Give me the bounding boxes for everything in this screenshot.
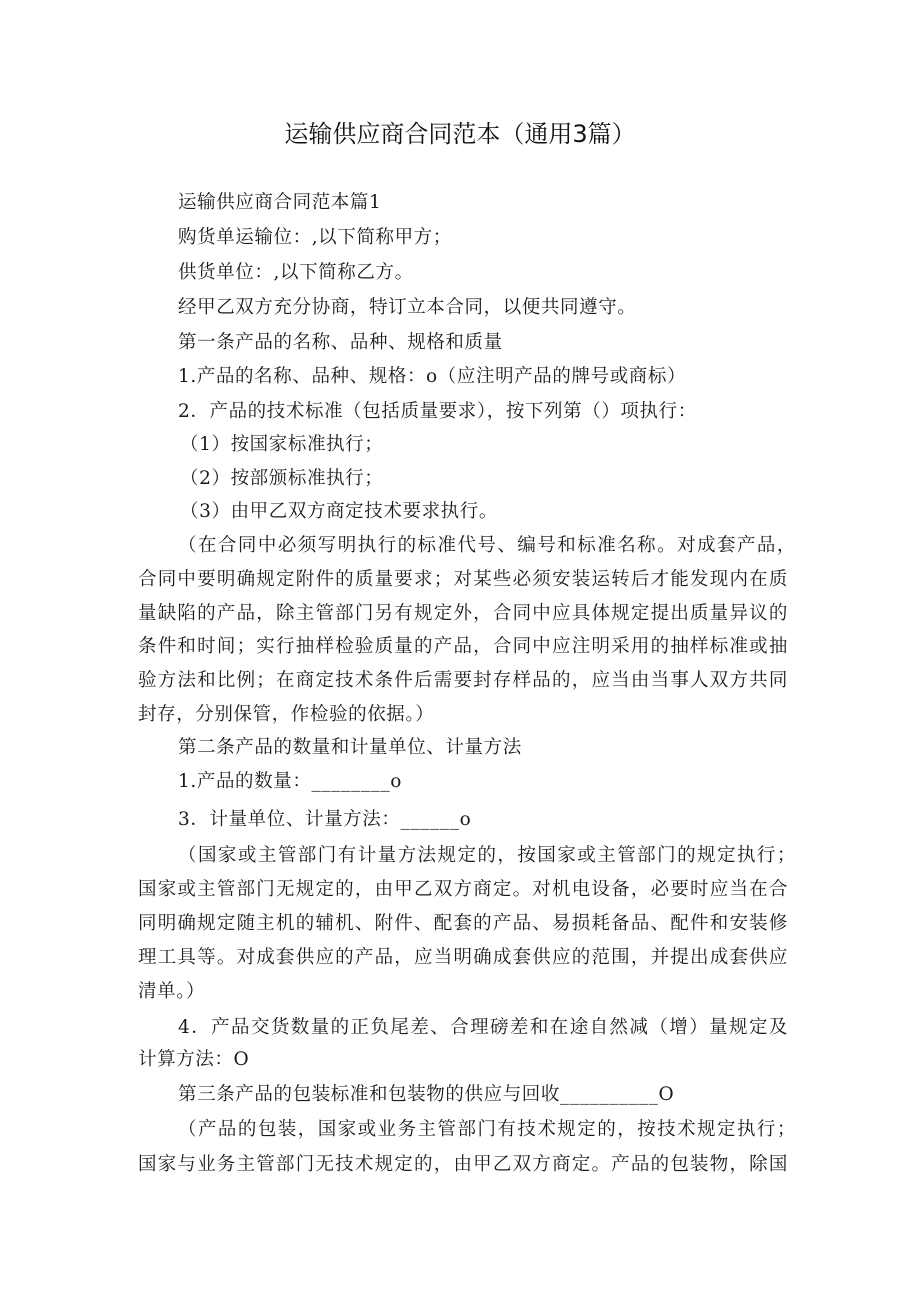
clause-item: 4．产品交货数量的正负尾差、合理磅差和在途自然减（增）量规定及 <box>178 1017 788 1038</box>
clause-item: 3．计量单位、计量方法：______o <box>178 809 472 830</box>
paragraph-line: 国家与业务主管部门无技术规定的，由甲乙双方商定。产品的包装物，除国 <box>138 1154 788 1175</box>
paragraph-line: （产品的包装，国家或业务主管部门有技术规定的，按技术规定执行； <box>178 1119 796 1140</box>
section-heading: 运输供应商合同范本篇1 <box>178 192 382 213</box>
clause-item: 2．产品的技术标准（包括质量要求），按下列第（）项执行： <box>178 401 697 422</box>
paragraph-line: 清单。） <box>138 981 206 1002</box>
sub-option: （1）按国家标准执行； <box>180 434 384 455</box>
paragraph-line: 条件和时间；实行抽样检验质量的产品，合同中应注明采用的抽样标准或抽 <box>138 636 788 657</box>
paragraph-line: 合同中要明确规定附件的质量要求；对某些必须安装运转后才能发现内在质 <box>138 569 788 590</box>
paragraph-line: 计算方法：O <box>138 1049 250 1070</box>
sub-option: （2）按部颁标准执行； <box>180 468 384 489</box>
paragraph-line: （国家或主管部门有计量方法规定的，按国家或主管部门的规定执行； <box>178 845 796 866</box>
paragraph-line: 同明确规定随主机的辅机、附件、配套的产品、易损耗备品、配件和安装修 <box>138 913 788 934</box>
paragraph-line: 验方法和比例；在商定技术条件后需要封存样品的，应当由当事人双方共同 <box>138 670 788 691</box>
clause-item: 1.产品的名称、品种、规格：o（应注明产品的牌号或商标） <box>178 366 687 387</box>
agreement-line: 经甲乙双方充分协商，特订立本合同，以便共同遵守。 <box>178 297 637 318</box>
paragraph-line: 理工具等。对成套供应的产品，应当明确成套供应的范围，并提出成套供应 <box>138 947 788 968</box>
buyer-line: 购货单运输位：,以下简称甲方； <box>178 227 452 248</box>
document-title: 运输供应商合同范本（通用3篇） <box>284 120 636 148</box>
paragraph-line: 国家或主管部门无规定的，由甲乙双方商定。对机电设备，必要时应当在合 <box>138 879 788 900</box>
clause-item: 1.产品的数量：________o <box>178 771 402 792</box>
seller-line: 供货单位：,以下简称乙方。 <box>178 262 414 283</box>
article-2-heading: 第二条产品的数量和计量单位、计量方法 <box>178 737 522 758</box>
sub-option: （3）由甲乙双方商定技术要求执行。 <box>180 501 498 522</box>
paragraph-line: （在合同中必须写明执行的标准代号、编号和标准名称。对成套产品， <box>178 535 796 556</box>
paragraph-line: 封存，分别保管，作检验的依据。） <box>138 704 435 725</box>
paragraph-line: 量缺陷的产品，除主管部门另有规定外，合同中应具体规定提出质量异议的 <box>138 603 788 624</box>
article-1-heading: 第一条产品的名称、品种、规格和质量 <box>178 332 503 353</box>
article-3-heading: 第三条产品的包装标准和包装物的供应与回收__________O <box>178 1084 675 1105</box>
